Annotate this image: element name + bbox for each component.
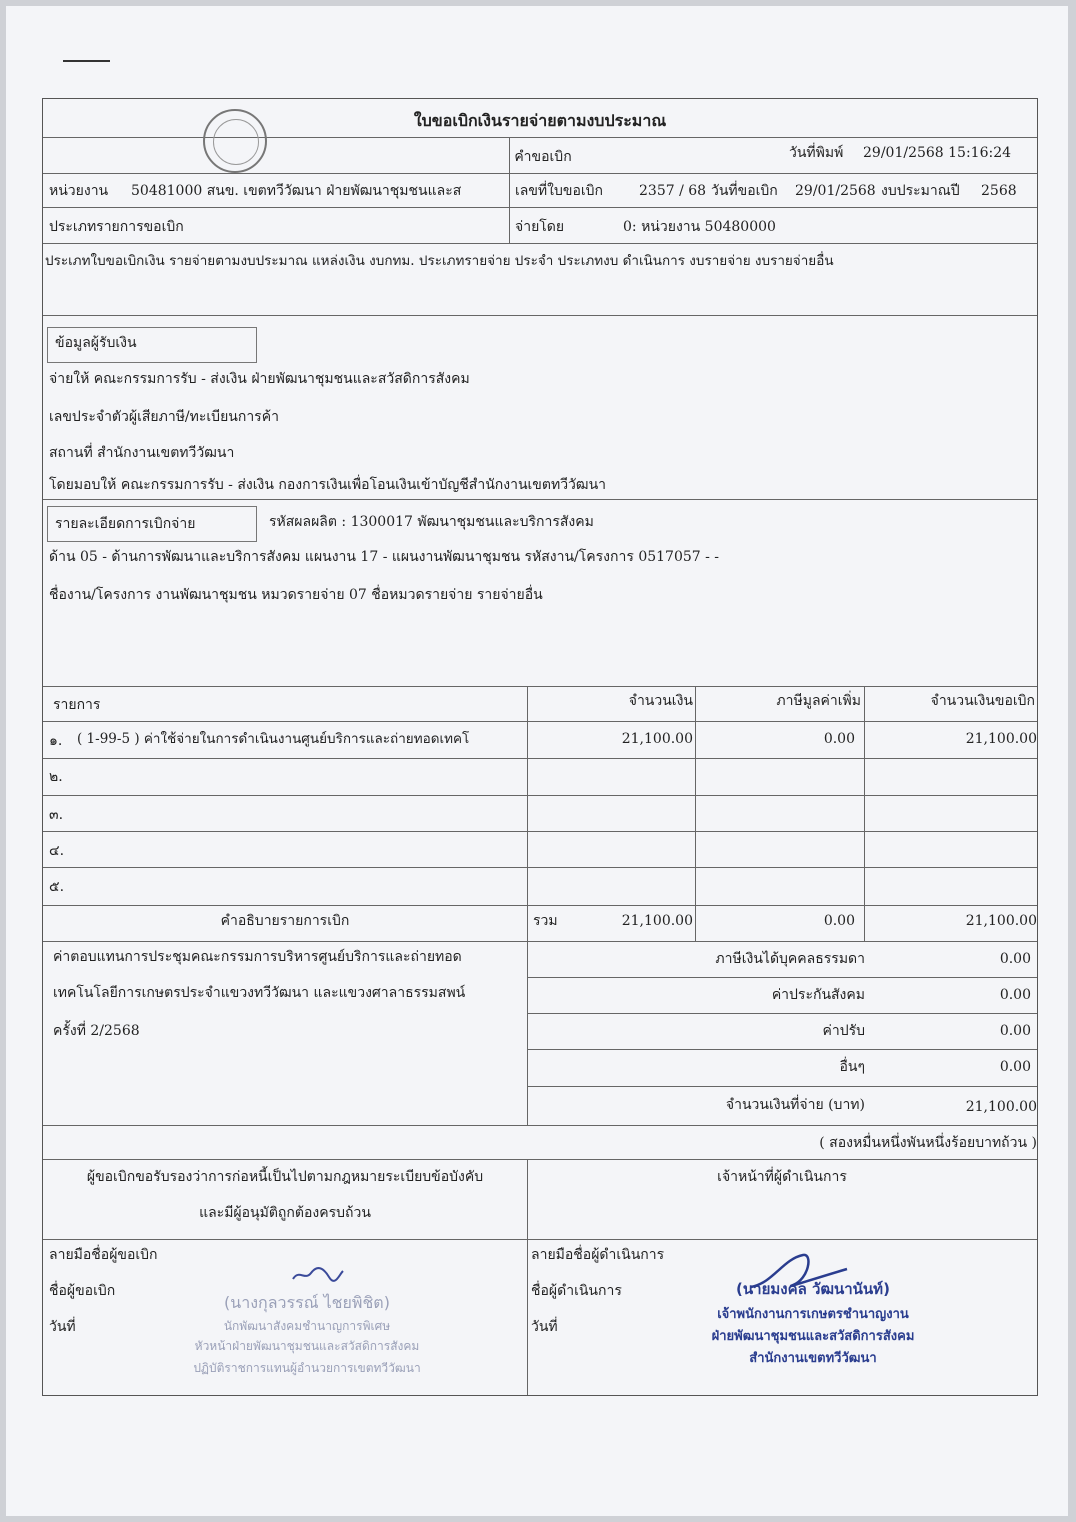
deduction-value-fine: 0.00 — [999, 1023, 1031, 1039]
deduction-label-income-tax: ภาษีเงินได้บุคคลธรรมดา — [715, 951, 865, 967]
explanation-line2: เทคโนโลยีการเกษตรประจำแขวงทวีวัฒนา และแขวงศาลาธรรมสพน์ — [53, 985, 466, 1001]
row-number: ๓. — [49, 807, 64, 823]
certify-officer-title: เจ้าหน้าที่ผู้ดำเนินการ — [717, 1169, 847, 1185]
deduction-label-social-security: ค่าประกันสังคม — [771, 987, 865, 1003]
row-number: ๑. — [49, 733, 63, 749]
paid-by-label: จ่ายโดย — [515, 219, 565, 235]
officer-stamp-line2: ฝ่ายพัฒนาชุมชนและสวัสดิการสังคม — [711, 1329, 915, 1344]
deduction-value-social-security: 0.00 — [999, 987, 1031, 1003]
payee-section-label: ข้อมูลผู้รับเงิน — [55, 335, 137, 351]
row-request: 21,100.00 — [965, 731, 1037, 747]
payment-words: ( สองหมื่นหนึ่งพันหนึ่งร้อยบาทถ้วน ) — [819, 1135, 1037, 1151]
deduction-label-other: อื่นๆ — [839, 1059, 865, 1075]
category-line: ประเภทใบขอเบิกเงิน รายจ่ายตามงบประมาณ แหล่งเงิน งบกทม. ประเภทรายจ่าย ประจำ ประเภทงบ ดำเนินการ งบรายจ่าย งบรายจ่ายอื่น — [45, 253, 834, 269]
officer-stamp-name: (นายมงคล วัฒนานันท์) — [736, 1280, 890, 1298]
request-form — [42, 98, 1038, 1396]
row-number: ๔. — [49, 843, 65, 859]
print-label: วันที่พิมพ์ — [789, 145, 844, 161]
type-label: ประเภทรายการขอเบิก — [49, 219, 184, 235]
paid-by-value: 0: หน่วยงาน 50480000 — [623, 219, 776, 235]
officer-name-label: ชื่อผู้ดำเนินการ — [531, 1283, 622, 1299]
payee-location: สถานที่ สำนักงานเขตทวีวัฒนา — [49, 445, 235, 461]
budget-year-label: งบประมาณปี — [881, 183, 960, 199]
document-page — [6, 6, 1068, 1516]
total-vat: 0.00 — [823, 913, 855, 929]
officer-sign-label: ลายมือชื่อผู้ดำเนินการ — [531, 1247, 665, 1263]
total-label: รวม — [533, 913, 558, 929]
unit-label: หน่วยงาน — [49, 183, 109, 199]
explain-label: คำอธิบายรายการเบิก — [220, 913, 350, 929]
request-date-value: 29/01/2568 — [795, 183, 876, 199]
certify-line1: ผู้ขอเบิกขอรับรองว่าการก่อหนี้เป็นไปตามกฎหมายระเบียบข้อบังคับ — [86, 1169, 484, 1185]
deduction-value-income-tax: 0.00 — [999, 951, 1031, 967]
form-subtitle: คำขอเบิก — [514, 149, 572, 165]
requester-stamp-line1: นักพัฒนาสังคมชำนาญการพิเศษ — [223, 1319, 391, 1333]
explanation-line3: ครั้งที่ 2/2568 — [53, 1023, 140, 1039]
request-no-value: 2357 / 68 — [639, 183, 707, 199]
form-title: ใบขอเบิกเงินรายจ่ายตามงบประมาณ — [413, 111, 667, 130]
payee-pay-to: จ่ายให้ คณะกรรมการรับ - ส่งเงิน ฝ่ายพัฒนาชุมชนและสวัสดิการสังคม — [49, 371, 470, 387]
deduction-value-other: 0.00 — [999, 1059, 1031, 1075]
top-dash-mark — [63, 60, 110, 62]
officer-stamp-line1: เจ้าพนักงานการเกษตรชำนาญงาน — [717, 1307, 909, 1322]
col-header-item: รายการ — [53, 697, 101, 713]
requester-sign-label: ลายมือชื่อผู้ขอเบิก — [49, 1247, 158, 1263]
officer-stamp-line3: สำนักงานเขตทวีวัฒนา — [749, 1351, 877, 1366]
requester-signature — [289, 1263, 345, 1285]
bma-seal-logo — [203, 109, 267, 173]
budget-year-value: 2568 — [981, 183, 1017, 199]
row-description: ( 1-99-5 ) ค่าใช้จ่ายในการดำเนินงานศูนย์บริการและถ่ายทอดเทคโ — [77, 731, 470, 747]
row-number: ๕. — [49, 879, 65, 895]
requester-name-label: ชื่อผู้ขอเบิก — [49, 1283, 116, 1299]
requester-stamp-line2: หัวหน้าฝ่ายพัฒนาชุมชนและสวัสดิการสังคม — [194, 1339, 420, 1353]
requester-stamp-line3: ปฏิบัติราชการแทนผู้อำนวยการเขตทวีวัฒนา — [193, 1361, 421, 1375]
deduction-label-fine: ค่าปรับ — [822, 1023, 865, 1039]
request-date-label: วันที่ขอเบิก — [711, 183, 778, 199]
row-amount: 21,100.00 — [621, 731, 693, 747]
row-vat: 0.00 — [823, 731, 855, 747]
request-no-label: เลขที่ใบขอเบิก — [515, 183, 604, 199]
details-section-label: รายละเอียดการเบิกจ่าย — [55, 516, 196, 532]
col-header-amount: จำนวนเงิน — [628, 693, 693, 709]
details-line1: ด้าน 05 - ด้านการพัฒนาและบริการสังคม แผนงาน 17 - แผนงานพัฒนาชุมชน รหัสงาน/โครงการ 0517057 - - — [49, 549, 720, 565]
total-amount: 21,100.00 — [621, 913, 693, 929]
payment-label: จำนวนเงินที่จ่าย (บาท) — [725, 1097, 865, 1113]
product-code: รหัสผลผลิต : 1300017 พัฒนาชุมชนและบริการสังคม — [269, 514, 594, 530]
print-datetime: 29/01/2568 15:16:24 — [863, 145, 1012, 161]
unit-value: 50481000 สนข. เขตทวีวัฒนา ฝ่ายพัฒนาชุมชนและส — [131, 183, 462, 199]
requester-date-label: วันที่ — [49, 1319, 76, 1335]
row-number: ๒. — [49, 769, 63, 785]
payee-tax-id: เลขประจำตัวผู้เสียภาษี/ทะเบียนการค้า — [49, 409, 279, 425]
col-header-vat: ภาษีมูลค่าเพิ่ม — [776, 693, 861, 709]
total-request: 21,100.00 — [965, 913, 1037, 929]
requester-stamp-name: (นางกุลวรรณ์ ไชยพิชิต) — [224, 1293, 390, 1312]
certify-line2: และมีผู้อนุมัติถูกต้องครบถ้วน — [199, 1205, 371, 1221]
payment-value: 21,100.00 — [965, 1099, 1037, 1115]
payee-assigned: โดยมอบให้ คณะกรรมการรับ - ส่งเงิน กองการเงินเพื่อโอนเงินเข้าบัญชีสำนักงานเขตทวีวัฒนา — [49, 477, 606, 493]
explanation-line1: ค่าตอบแทนการประชุมคณะกรรมการบริหารศูนย์บริการและถ่ายทอด — [53, 949, 462, 965]
details-line2: ชื่องาน/โครงการ งานพัฒนาชุมชน หมวดรายจ่าย 07 ชื่อหมวดรายจ่าย รายจ่ายอื่น — [49, 587, 543, 603]
officer-date-label: วันที่ — [531, 1319, 558, 1335]
col-header-request: จำนวนเงินขอเบิก — [930, 693, 1035, 709]
